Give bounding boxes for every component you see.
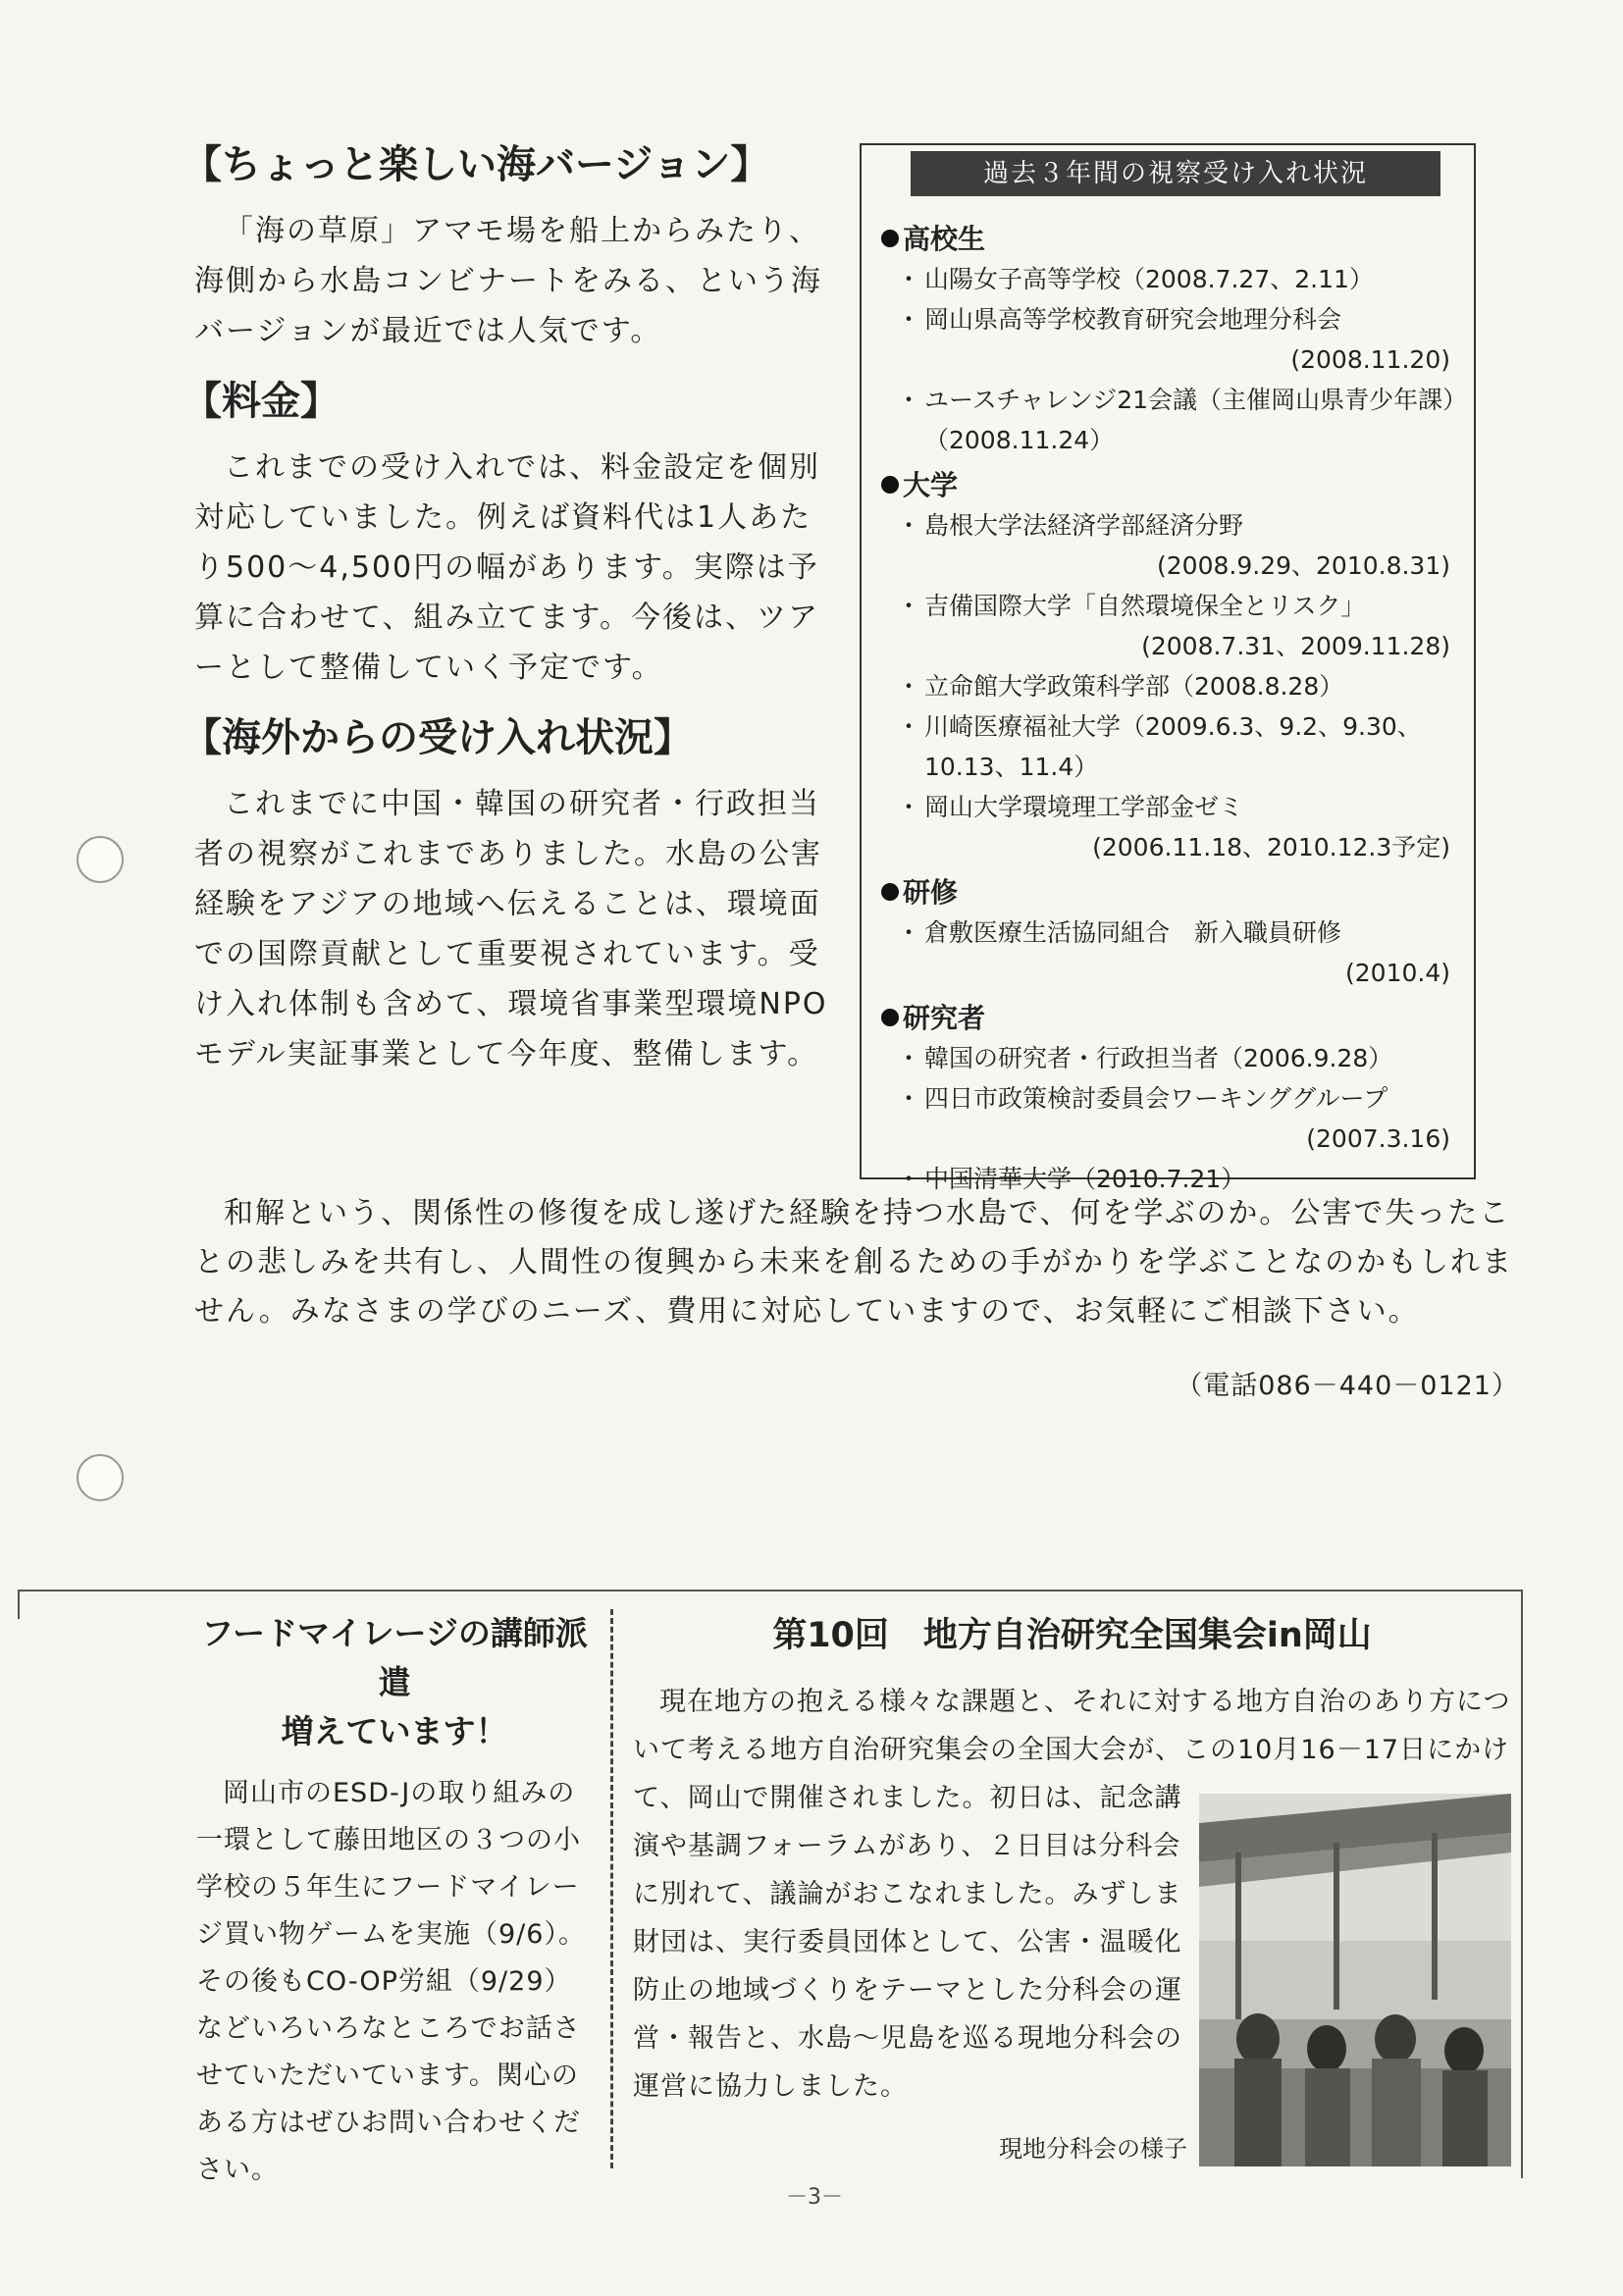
fee-body: これまでの受け入れでは、料金設定を個別対応していました。例えば資料代は1人あたり500～4,500円の幅があります。実際は予算に合わせて、組み立てます。今後は、ツアーとして整備していく予定です。 (194, 450, 820, 685)
visit-entry-date: (2006.11.18、2010.12.3予定) (1092, 833, 1450, 861)
visit-entry (881, 299, 1460, 339)
dashed-column-divider (610, 1609, 613, 2168)
visit-entry (881, 706, 1460, 787)
overseas-heading: 【海外からの受け入れ状況】 (183, 715, 693, 760)
visit-entry-bullet: ・ (896, 386, 921, 414)
food-title-line1: フードマイレージの講師派遣 (201, 1614, 588, 1701)
visit-entry-bullet: ・ (896, 1044, 921, 1072)
food-mileage-body: 岡山市のESD-Jの取り組みの一環として藤田地区の３つの小学校の５年生にフードマイレージ買い物ゲームを実施（9/6）。その後もCO-OP労組（9/29）などいろいろなところでお話させていただいています。関心のある方はぜひお問い合わせください。 (196, 1778, 586, 2185)
visit-list (881, 214, 1460, 1199)
visit-entry-date: (2008.9.29、2010.8.31) (1157, 551, 1450, 580)
visit-category-label: 研究者 (903, 1002, 986, 1034)
visit-entry-text: 立命館大学政策科学部（2008.8.28） (924, 672, 1344, 701)
visit-entry-bullet: ・ (896, 592, 921, 620)
visit-category (881, 220, 1460, 259)
left-column (183, 137, 842, 1097)
food-mileage-title (196, 1609, 593, 1756)
conference-title: 第10回 地方自治研究全国集会in岡山 (772, 1616, 1372, 1655)
visit-entry (881, 259, 1460, 299)
visit-entry-text: 中国清華大学（2010.7.21） (924, 1165, 1246, 1193)
bullet-dot-icon (881, 883, 899, 901)
visit-box-title: 過去３年間の視察受け入れ状況 (911, 151, 1440, 196)
visit-entry-text: 島根大学法経済学部経済分野 (924, 511, 1244, 540)
visit-entry-text: 山陽女子高等学校（2008.7.27、2.11） (924, 265, 1374, 293)
visit-entry (881, 380, 1460, 460)
visit-category (881, 999, 1460, 1038)
visit-entry-bullet: ・ (896, 511, 921, 540)
visit-category-label: 研修 (903, 876, 959, 909)
visit-entry (881, 505, 1460, 546)
food-title-line2: 増えています！ (281, 1712, 508, 1750)
visit-entry-bullet: ・ (896, 1165, 921, 1193)
visit-entry (881, 666, 1460, 706)
visit-entry-text: 韓国の研究者・行政担当者（2006.9.28） (924, 1044, 1393, 1072)
visit-entry-text: 岡山県高等学校教育研究会地理分科会 (924, 305, 1342, 334)
visit-entry-date: (2010.4) (1345, 959, 1450, 987)
visit-entry-text: 川崎医療福祉大学（2009.6.3、9.2、9.30、10.13、11.4） (924, 712, 1422, 781)
visit-category-label: 大学 (903, 469, 959, 501)
visit-entry-bullet: ・ (896, 712, 921, 741)
section-right-border (1521, 1590, 1523, 2178)
page-number: －3－ (786, 2185, 843, 2210)
visit-entry (881, 1078, 1460, 1119)
conference-photo-image (1199, 1794, 1511, 2166)
umi-body: 「海の草原」アマモ場を船上からみたり、海側から水島コンビナートをみる、という海バージョンが最近では人気です。 (194, 214, 822, 348)
visit-entry-bullet: ・ (896, 918, 921, 947)
section-left-border (18, 1590, 20, 1619)
visit-entry-text: 岡山大学環境理工学部金ゼミ (924, 793, 1244, 821)
visit-entry-bullet: ・ (896, 793, 921, 821)
visit-entry-bullet: ・ (896, 305, 921, 334)
visit-category-label: 高校生 (903, 223, 986, 255)
section-divider-line (18, 1590, 1523, 1592)
visit-entry-text: ユースチャレンジ21会議（主催岡山県青少年課）（2008.11.24） (924, 386, 1455, 454)
bullet-dot-icon (881, 230, 899, 247)
food-mileage-article (196, 1609, 593, 2194)
visit-category (881, 466, 1460, 505)
closing-section (194, 1189, 1529, 1336)
visit-category (881, 873, 1460, 913)
visit-entry-bullet: ・ (896, 265, 921, 293)
visit-entry-date: (2007.3.16) (1306, 1124, 1450, 1153)
visit-entry-text: 四日市政策検討委員会ワーキンググループ (924, 1084, 1388, 1113)
visit-entry (881, 787, 1460, 827)
visit-entry-date: (2008.7.31、2009.11.28) (1141, 632, 1450, 660)
bullet-dot-icon (881, 476, 899, 494)
binder-hole-top (77, 836, 124, 883)
closing-body: 和解という、関係性の修復を成し遂げた経験を持つ水島で、何を学ぶのか。公害で失ったことの悲しみを共有し、人間性の復興から未来を創るための手がかりを学ぶことなのかもしれません。みなさまの学びのニーズ、費用に対応していますので、お気軽にご相談下さい。 (194, 1196, 1513, 1329)
conference-body-intro: 現在地方の抱える様々な課題と、それに対する地方自治のあり方について考える地方自治研究集会の全国大会が、この10月16－17日にかけ (633, 1687, 1511, 1765)
visit-entry-bullet: ・ (896, 672, 921, 701)
visit-entry-bullet: ・ (896, 1084, 921, 1113)
visit-entry-text: 倉敷医療生活協同組合 新入職員研修 (924, 918, 1342, 947)
phone-number: （電話086－440－0121） (1176, 1371, 1519, 1401)
conference-body: て、岡山で開催されました。初日は、記念講演や基調フォーラムがあり、２日目は分科会に別れて、議論がおこなれました。みずしま財団は、実行委員団体として、公害・温暖化防止の地域づくりをテーマとした分科会の運営・報告と、水島～児島を巡る現地分科会の運営に協力しました。 (633, 1783, 1182, 2102)
photo-caption: 現地分科会の様子 (999, 2135, 1187, 2163)
overseas-body: これまでに中国・韓国の研究者・行政担当者の視察がこれまでありました。水島の公害経験をアジアの地域へ伝えることは、環境面での国際貢献として重要視されています。受け入れ体制も含めて、環境省事業型環境NPOモデル実証事業として今年度、整備します。 (194, 787, 828, 1071)
visit-entry (881, 913, 1460, 953)
bullet-dot-icon (881, 1009, 899, 1026)
conference-photo (1199, 1794, 1511, 2166)
visit-record-box (860, 143, 1476, 1193)
visit-entry (881, 586, 1460, 626)
visit-entry (881, 1038, 1460, 1078)
visit-entry-date: (2008.11.20) (1290, 345, 1450, 374)
fee-heading: 【料金】 (183, 379, 340, 424)
visit-entry-text: 吉備国際大学「自然環境保全とリスク」 (924, 592, 1366, 620)
binder-hole-bottom (77, 1454, 124, 1501)
umi-heading: 【ちょっと楽しい海バージョン】 (183, 142, 770, 187)
